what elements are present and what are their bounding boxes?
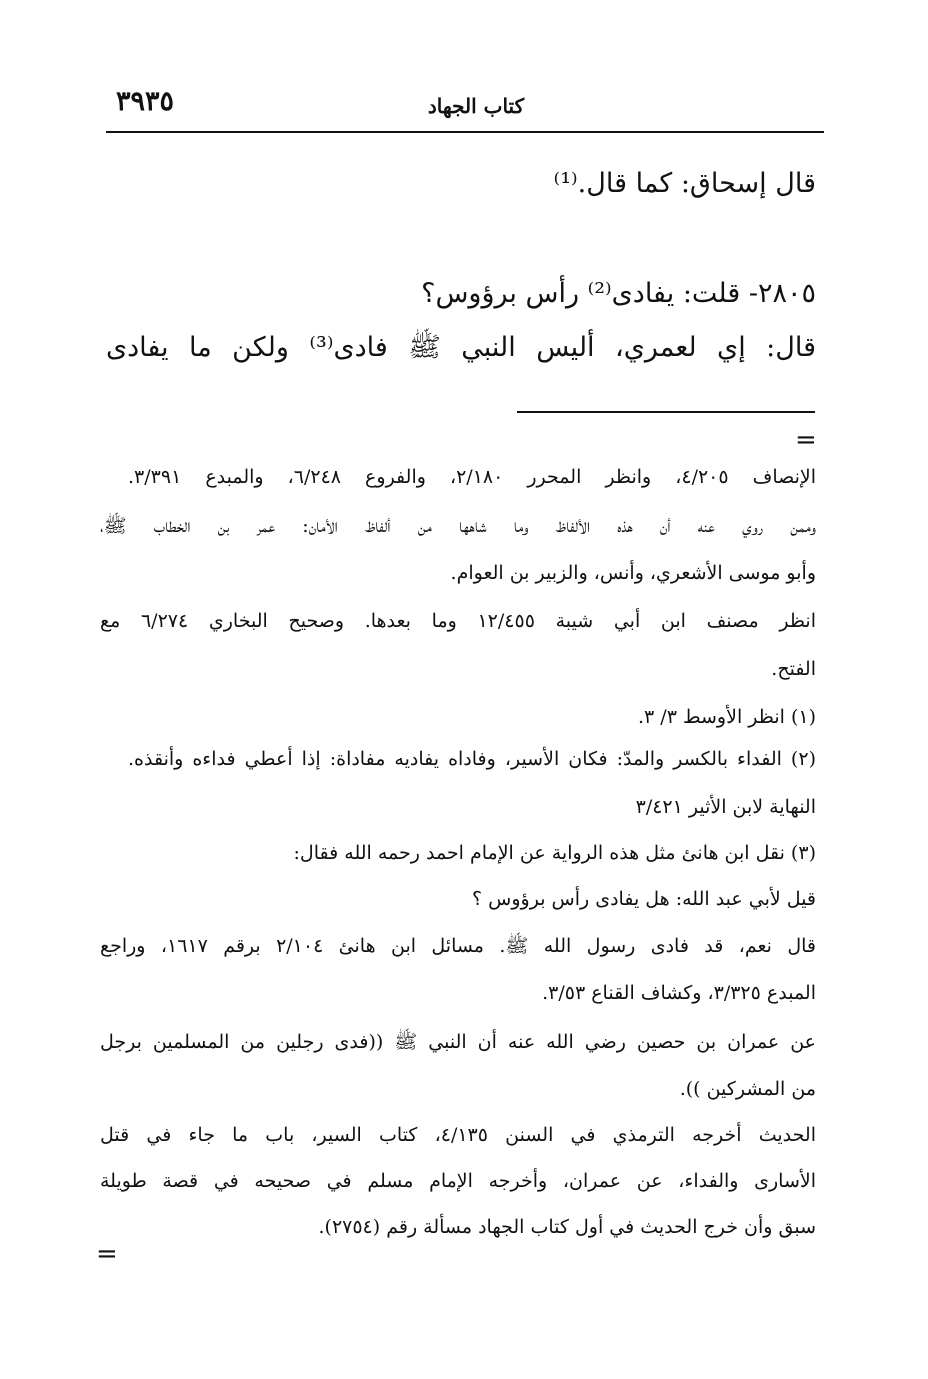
footnote-line: النهاية لابن الأثير ٣/٤٢١: [635, 796, 816, 818]
footnote-line: قال نعم، قد فادى رسول الله ﷺ. مسائل ابن هانئ ٢/١٠٤ برقم ١٦١٧، وراجع: [100, 935, 817, 957]
footnote-line: قيل لأبي عبد الله: هل يفادى رأس برؤوس ؟: [472, 888, 816, 910]
main-line-2: ٢٨٠٥- قلت: يفادى⁽²⁾ رأس برؤوس؟: [421, 278, 816, 309]
footnote-line: من المشركين )).: [679, 1078, 816, 1100]
running-title: كتاب الجهاد: [427, 94, 525, 118]
page-number: ٣٩٣٥: [116, 86, 175, 117]
footnote-line: الإنصاف ٤/٢٠٥، وانظر المحرر ٢/١٨٠، والفروع ٦/٢٤٨، والمبدع ٣/٣٩١.: [128, 466, 817, 488]
header-rule: [106, 131, 824, 133]
footnote-line: الحديث أخرجه الترمذي في السنن ٤/١٣٥، كتاب السير، باب ما جاء في قتل: [100, 1124, 816, 1146]
continuation-mark-top: =: [795, 425, 817, 455]
footnote-line: المبدع ٣/٣٢٥، وكشاف القناع ٣/٥٣.: [542, 982, 816, 1004]
footnote-line: وممن روي عنه أن هذه الألفاظ وما شاهها من ألفاظ الأمان: عمر بن الخطاب ﷺ،: [100, 515, 816, 537]
main-line-3: قال: إي لعمري، أليس النبي ﷺ فادى⁽³⁾ ولكن ما يفادى: [106, 332, 816, 363]
page-header: [106, 84, 824, 128]
footnote-line: انظر مصنف ابن أبي شيبة ١٢/٤٥٥ وما بعدها. وصحيح البخاري ٦/٢٧٤ مع: [100, 610, 816, 632]
footnote-line: سبق وأن خرج الحديث في أول كتاب الجهاد مسألة رقم (٢٧٥٤).: [318, 1216, 816, 1238]
continuation-mark-bottom: =: [96, 1239, 118, 1269]
footnote-1: (١) انظر الأوسط ٣/ ٣.: [638, 706, 816, 728]
footnote-line: عن عمران بن حصين رضي الله عنه أن النبي ﷺ ((فدى رجلين من المسلمين برجل: [100, 1031, 816, 1053]
footnote-line: الأسارى والفداء، عن عمران، وأخرجه الإمام مسلم في صحيحه في قصة طويلة: [100, 1170, 816, 1192]
footnote-3: (٣) نقل ابن هانئ مثل هذه الرواية عن الإمام احمد رحمه الله فقال:: [293, 842, 816, 864]
footnote-separator: [517, 411, 815, 413]
footnote-line: الفتح.: [771, 658, 816, 680]
footnote-line: وأبو موسى الأشعري، وأنس، والزبير بن العوام.: [450, 562, 816, 584]
main-line-1: قال إسحاق: كما قال.⁽¹⁾: [553, 168, 816, 199]
footnote-2: (٢) الفداء بالكسر والمدّ: فكان الأسير، وفاداه يفاديه مفاداة: إذا أعطي فداءه وأنقذه.: [128, 748, 816, 770]
